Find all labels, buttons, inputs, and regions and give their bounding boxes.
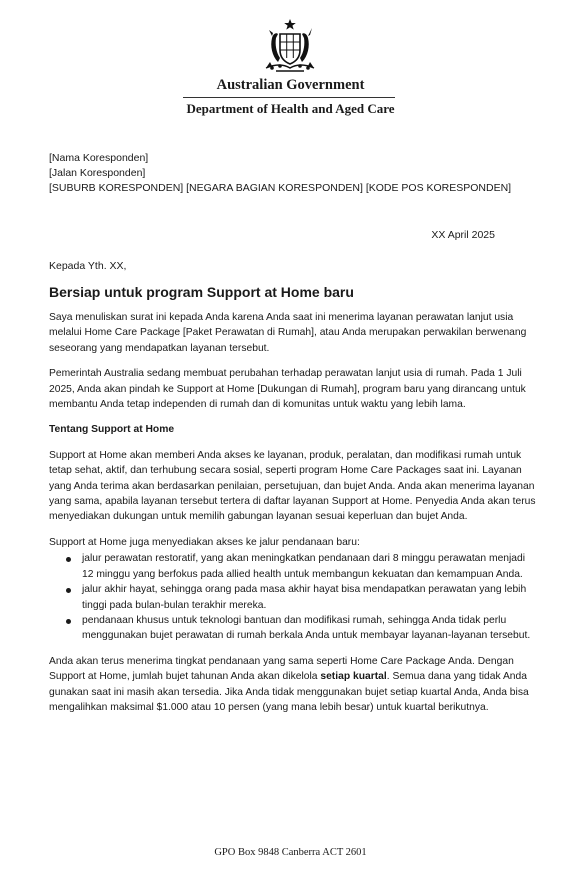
salutation: Kepada Yth. XX, — [49, 260, 127, 272]
paragraph-about: Support at Home akan memberi Anda akses ke layanan, produk, peralatan, dan modifikasi rumah untuk tetap sehat, aktif, dan terhubung secara sosial, seperti program Home Care Packages saat ini. Layanan yang Anda terima akan berdasarkan penilaian, persetujuan, dan bujet Anda. Anda akan menerima layanan yang sama, apabila layanan tersebut tertera di daftar layanan Support at Home. Penyedia Anda akan terus menyediakan dukungan untuk memilih gabungan layanan sesuai keperluan dan bujet Anda. — [49, 449, 536, 523]
letter-heading: Bersiap untuk program Support at Home baru — [49, 284, 354, 300]
department-name: Department of Health and Aged Care — [186, 101, 395, 116]
address-line-name: [Nama Koresponden] — [49, 152, 149, 164]
paragraph-changes: Pemerintah Australia sedang membuat perubahan terhadap perawatan lanjut usia di rumah. Pada 1 Juli 2025, Anda akan pindah ke Support at Home [Dukungan di Rumah], program baru yang dirancang untuk membantu Anda tetap independen di rumah dan di komunitas untuk waktu yang lebih lama. — [49, 368, 526, 411]
paragraph-funding-intro: Support at Home juga menyediakan akses ke jalur pendanaan baru: — [49, 536, 360, 548]
list-item: jalur perawatan restoratif, yang akan meningkatkan pendanaan dari 8 minggu perawatan menjadi 12 minggu yang berfokus pada allied health untuk membangun kekuatan dan kemampuan Anda. — [49, 551, 539, 582]
bullet-icon — [66, 588, 71, 593]
list-item: pendanaan khusus untuk teknologi bantuan dan modifikasi rumah, sehingga Anda tidak perlu menggunakan bujet perawatan di rumah berkala Anda untuk membayar layanan-layanan tersebut. — [49, 613, 539, 644]
address-line-locality: [SUBURB KORESPONDEN] [NEGARA BAGIAN KORESPONDEN] [KODE POS KORESPONDEN] — [49, 182, 512, 194]
bullet-icon — [66, 619, 71, 624]
funding-pathways-list — [49, 551, 539, 643]
list-item: jalur akhir hayat, sehingga orang pada masa akhir hayat bisa mendapatkan perawatan yang lebih tinggi pada bulan-bulan terakhir mereka. — [49, 582, 539, 613]
letterhead-divider — [183, 97, 395, 98]
letter-date: XX April 2025 — [431, 229, 495, 241]
footer-address: GPO Box 9848 Canberra ACT 2601 — [214, 847, 367, 858]
recipient-address — [49, 151, 511, 196]
paragraph-intro: Saya menuliskan surat ini kepada Anda karena Anda saat ini menerima layanan perawatan lanjut usia melalui Home Care Package [Paket Perawatan di Rumah], atau Anda merupakan perwakilan berwenang seseorang yang mendapatkan layanan tersebut. — [49, 312, 527, 354]
paragraph-budget: Anda akan terus menerima tingkat pendanaan yang sama seperti Home Care Package Anda. Dengan Support at Home, jumlah bujet tahunan Anda akan dikelola setiap kuartal. Semua dana yang tidak Anda gunakan saat ini masih akan tersedia. Jika Anda tidak menggunakan bujet setiap kuartal Anda, Anda bisa mengalihkan maksimal $1.000 atau 10 persen (yang mana lebih besar) untuk kuartal berikutnya. — [49, 655, 529, 713]
bullet-icon — [66, 557, 71, 562]
letter-body — [49, 310, 539, 725]
section-subheading: Tentang Support at Home — [49, 424, 175, 436]
address-line-street: [Jalan Koresponden] — [49, 167, 146, 179]
emphasis-quarterly: setiap kuartal — [320, 671, 387, 683]
commonwealth-coat-of-arms-icon — [260, 18, 320, 74]
government-name: Australian Government — [216, 77, 365, 93]
